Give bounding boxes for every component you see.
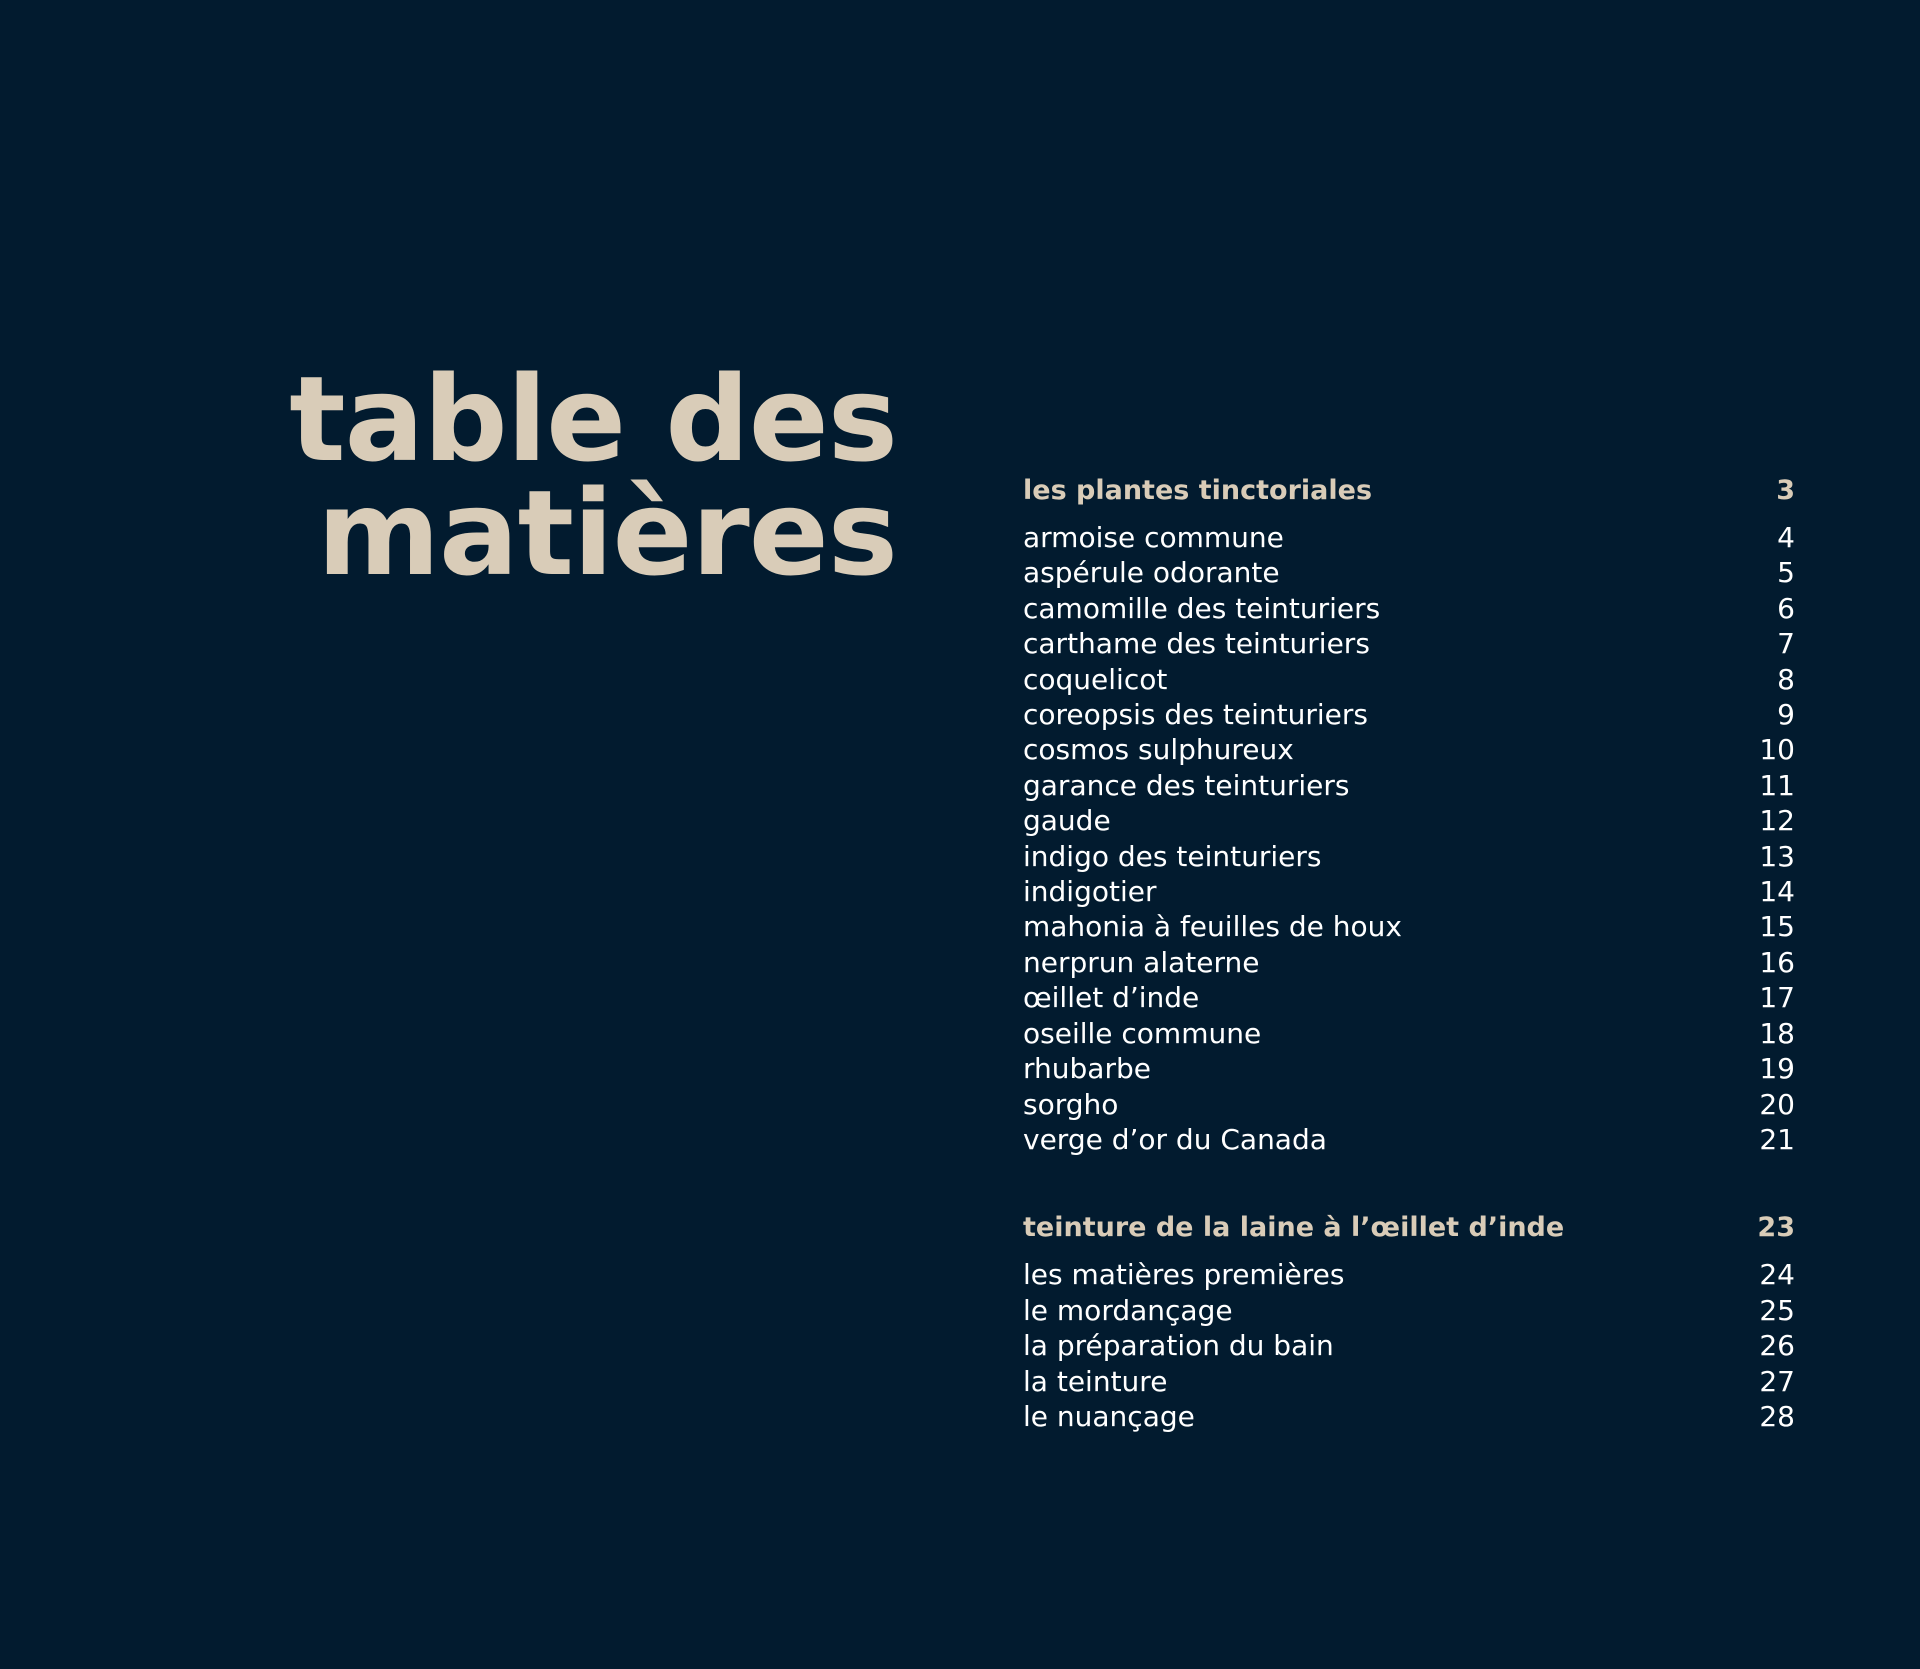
entry-label: rhubarbe: [1023, 1052, 1151, 1086]
entry-page-number: 16: [1759, 945, 1795, 979]
entry-page-number: 21: [1759, 1122, 1795, 1156]
toc-entry[interactable]: [1023, 1399, 1795, 1434]
toc-entry[interactable]: [1023, 626, 1795, 661]
toc-entry[interactable]: [1023, 909, 1795, 944]
table-of-contents: [1023, 470, 1795, 1434]
toc-entry[interactable]: [1023, 1364, 1795, 1399]
entry-label: mahonia à feuilles de houx: [1023, 910, 1402, 944]
entry-label: le mordançage: [1023, 1293, 1233, 1327]
entry-page-number: 25: [1759, 1293, 1795, 1327]
entry-page-number: 26: [1759, 1329, 1795, 1363]
toc-entry[interactable]: [1023, 1051, 1795, 1086]
toc-entry[interactable]: [1023, 732, 1795, 767]
entry-page-number: 7: [1777, 627, 1795, 661]
toc-section-plantes: [1023, 470, 1795, 1157]
entry-label: sorgho: [1023, 1087, 1119, 1121]
toc-section-teinture: [1023, 1207, 1795, 1434]
toc-entry[interactable]: [1023, 591, 1795, 626]
entry-label: indigotier: [1023, 875, 1157, 909]
entry-label: la préparation du bain: [1023, 1329, 1334, 1363]
entry-page-number: 13: [1759, 839, 1795, 873]
entry-label: les matières premières: [1023, 1258, 1345, 1292]
entry-label: verge d’or du Canada: [1023, 1122, 1327, 1156]
toc-entry[interactable]: [1023, 839, 1795, 874]
entry-label: coreopsis des teinturiers: [1023, 698, 1368, 732]
entry-page-number: 20: [1759, 1087, 1795, 1121]
toc-entry[interactable]: [1023, 945, 1795, 980]
entry-page-number: 11: [1759, 768, 1795, 802]
entry-label: indigo des teinturiers: [1023, 839, 1322, 873]
entry-page-number: 9: [1777, 698, 1795, 732]
entry-label: oseille commune: [1023, 1016, 1262, 1050]
toc-entry[interactable]: [1023, 980, 1795, 1015]
entry-label: aspérule odorante: [1023, 556, 1280, 590]
entry-label: la teinture: [1023, 1364, 1168, 1398]
toc-entry[interactable]: [1023, 1293, 1795, 1328]
entry-page-number: 4: [1777, 521, 1795, 554]
toc-entry[interactable]: [1023, 555, 1795, 590]
entry-page-number: 15: [1759, 910, 1795, 944]
section-header[interactable]: [1023, 470, 1795, 512]
toc-entry[interactable]: [1023, 662, 1795, 697]
toc-entry[interactable]: [1023, 768, 1795, 803]
entry-label: carthame des teinturiers: [1023, 627, 1370, 661]
page-title: [289, 350, 897, 602]
entry-page-number: 12: [1759, 804, 1795, 838]
section-header[interactable]: [1023, 1207, 1795, 1249]
section-page-number: 3: [1776, 475, 1795, 506]
toc-entry[interactable]: [1023, 520, 1795, 555]
section-title: les plantes tinctoriales: [1023, 475, 1373, 506]
entry-page-number: 24: [1759, 1258, 1795, 1292]
entry-label: armoise commune: [1023, 521, 1284, 554]
toc-entry[interactable]: [1023, 697, 1795, 732]
entry-label: gaude: [1023, 804, 1111, 838]
toc-entry[interactable]: [1023, 1328, 1795, 1363]
entry-page-number: 18: [1759, 1016, 1795, 1050]
toc-entries: [1023, 520, 1795, 1157]
entry-page-number: 8: [1777, 662, 1795, 696]
entry-page-number: 10: [1759, 733, 1795, 767]
toc-entry[interactable]: [1023, 803, 1795, 838]
entry-page-number: 14: [1759, 875, 1795, 909]
toc-entry[interactable]: [1023, 1016, 1795, 1051]
entry-label: nerprun alaterne: [1023, 945, 1260, 979]
entry-page-number: 6: [1777, 591, 1795, 625]
toc-entry[interactable]: [1023, 1257, 1795, 1292]
entry-label: coquelicot: [1023, 662, 1168, 696]
entry-page-number: 28: [1759, 1399, 1795, 1433]
entry-page-number: 17: [1759, 981, 1795, 1015]
entry-label: camomille des teinturiers: [1023, 591, 1381, 625]
toc-entry[interactable]: [1023, 874, 1795, 909]
toc-entries: [1023, 1257, 1795, 1434]
entry-page-number: 27: [1759, 1364, 1795, 1398]
entry-page-number: 19: [1759, 1052, 1795, 1086]
toc-entry[interactable]: [1023, 1087, 1795, 1122]
toc-entry[interactable]: [1023, 1122, 1795, 1157]
section-page-number: 23: [1757, 1212, 1795, 1244]
entry-page-number: 5: [1777, 556, 1795, 590]
page-title-line-2: matières: [317, 464, 897, 602]
entry-label: garance des teinturiers: [1023, 768, 1350, 802]
entry-label: œillet d’inde: [1023, 981, 1200, 1015]
section-title: teinture de la laine à l’œillet d’inde: [1023, 1212, 1565, 1244]
page-title-line-1: table des: [289, 350, 897, 488]
entry-label: le nuançage: [1023, 1399, 1195, 1433]
entry-label: cosmos sulphureux: [1023, 733, 1294, 767]
